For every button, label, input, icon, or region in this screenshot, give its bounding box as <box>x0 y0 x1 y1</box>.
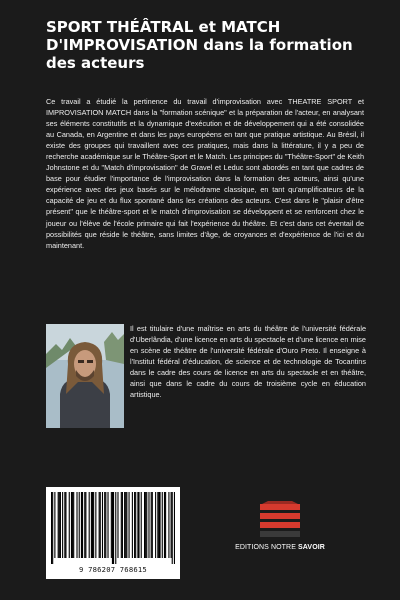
publisher-name <box>230 544 330 551</box>
barcode-bar <box>104 492 105 558</box>
barcode-bar <box>146 492 147 558</box>
barcode-bar <box>85 492 86 558</box>
isbn-number: 9 786207 768615 <box>79 565 147 574</box>
barcode-bar <box>71 492 72 558</box>
barcode-bar <box>64 492 65 558</box>
barcode-bar <box>122 492 123 558</box>
barcode-bar <box>174 492 175 564</box>
barcode-bar <box>100 492 101 558</box>
barcode-bar <box>107 492 108 558</box>
barcode-bar <box>81 492 82 558</box>
barcode-bar <box>91 492 92 558</box>
barcode-bar <box>124 492 125 558</box>
barcode-bar <box>54 492 55 558</box>
barcode-bar <box>60 492 61 558</box>
book-summary: Ce travail a étudié la pertinence du travail d'improvisation avec THEATRE SPORT et IMPROVISATION MATCH dans la "formation scénique" et la préparation de l'acteur, en analysant ses éléments constitutifs et la dynamique d'exécution et de développement qui a été consolidée au Canada, en Argentine et dans les pays européens en tant que pratique artistique. Au Brésil, il existe des groupes qui travaillent avec ces pratiques, mais dans la littérature, il y a peu de recherche académique sur le Théâtre-Sport et le Match. Les principes du "Théâtre-Sport" de Keith Johnstone et du "Match d'improvisation" de Gravel et Leduc sont abordés en tant que cadres de base pour étudier l'importance de l'improvisation dans la formation des acteurs, ainsi qu'une expérience avec des jeux basés sur le mélodrame classique, en tant qu'amplificateurs de la capacité de jeu et du flux spontané dans les créations des acteurs. C'est dans le "plaisir d'être présent" que le théâtre-sport et le match d'improvisation se développent et se renforcent chez le joueur ou l'élève de l'école primaire qui fait l'expérience du théâtre. Et c'est dans cet éventail de possibilités que réside le théâtre, sans limites d'âge, de croyances et d'expérience de l'ici et du maintenant. <box>46 97 364 250</box>
barcode-bar <box>82 492 83 558</box>
barcode-bar <box>126 492 127 558</box>
barcode-bar <box>134 492 135 558</box>
barcode-bar <box>155 492 156 558</box>
barcode-bar <box>129 492 130 558</box>
barcode-bar <box>111 492 112 558</box>
barcode-bar <box>79 492 80 558</box>
barcode-bar <box>76 492 77 558</box>
barcode-bar <box>51 492 52 564</box>
author-photo <box>46 324 124 428</box>
barcode-bar <box>92 492 93 558</box>
barcode-bar <box>72 492 73 558</box>
barcode-bar <box>138 492 139 558</box>
barcode-bar <box>52 492 53 564</box>
barcode-bar <box>65 492 66 558</box>
barcode-bar <box>141 492 142 558</box>
barcode-bar <box>59 492 60 558</box>
publisher-name-suffix: SAVOIR <box>298 544 325 551</box>
barcode-bar <box>93 492 94 558</box>
barcode-bar <box>135 492 136 558</box>
barcode-bar <box>115 492 116 564</box>
barcode-bar <box>152 492 153 558</box>
barcode-bar <box>157 492 158 558</box>
barcode-bar <box>171 492 172 558</box>
barcode-bar <box>125 492 126 558</box>
barcode-bar <box>148 492 149 558</box>
author-bio: Il est titulaire d'une maîtrise en arts du théâtre de l'université fédérale d'Uberlândia, d'une licence en arts du spectacle et d'une licence en mise en scène de théâtre de l'université fédérale d'Ouro Preto. Il enseigne à l'Institut fédéral d'éducation, de science et de technologie de Tocantins dans le cadre des cours de licence en arts du spectacle et en théâtre, ainsi que dans le cadre du cours de troisième cycle en éducation artistique. <box>130 324 366 399</box>
barcode-bar <box>165 492 166 558</box>
barcode-bar <box>144 492 145 558</box>
publisher-name-prefix: EDITIONS NOTRE <box>235 544 296 551</box>
barcode-bar <box>117 492 118 558</box>
barcode-bar <box>137 492 138 558</box>
barcode-bar <box>89 492 90 558</box>
barcode-bar <box>172 492 173 564</box>
barcode-bar <box>102 492 103 558</box>
barcode-bar <box>168 492 169 558</box>
book-title: SPORT THÉÂTRAL et MATCH D'IMPROVISATION dans la formation des acteurs <box>46 18 353 72</box>
barcode-bar <box>62 492 63 558</box>
barcode-bar <box>69 492 70 558</box>
barcode-bar <box>162 492 163 558</box>
barcode-bar <box>99 492 100 558</box>
barcode-bar <box>164 492 165 558</box>
book-stack-logo-icon <box>258 501 302 539</box>
barcode-bar <box>151 492 152 558</box>
barcode-bar <box>113 492 114 564</box>
barcode-bar <box>160 492 161 558</box>
isbn-barcode <box>46 487 180 579</box>
barcode-bar <box>121 492 122 558</box>
barcode-bar <box>95 492 96 558</box>
barcode-bar <box>105 492 106 558</box>
barcode-bar <box>132 492 133 558</box>
barcode-bar <box>84 492 85 558</box>
barcode-bar <box>158 492 159 558</box>
barcode-bar <box>112 492 113 564</box>
barcode-bar <box>58 492 59 558</box>
barcode-bar <box>73 492 74 558</box>
barcode-bar <box>145 492 146 558</box>
